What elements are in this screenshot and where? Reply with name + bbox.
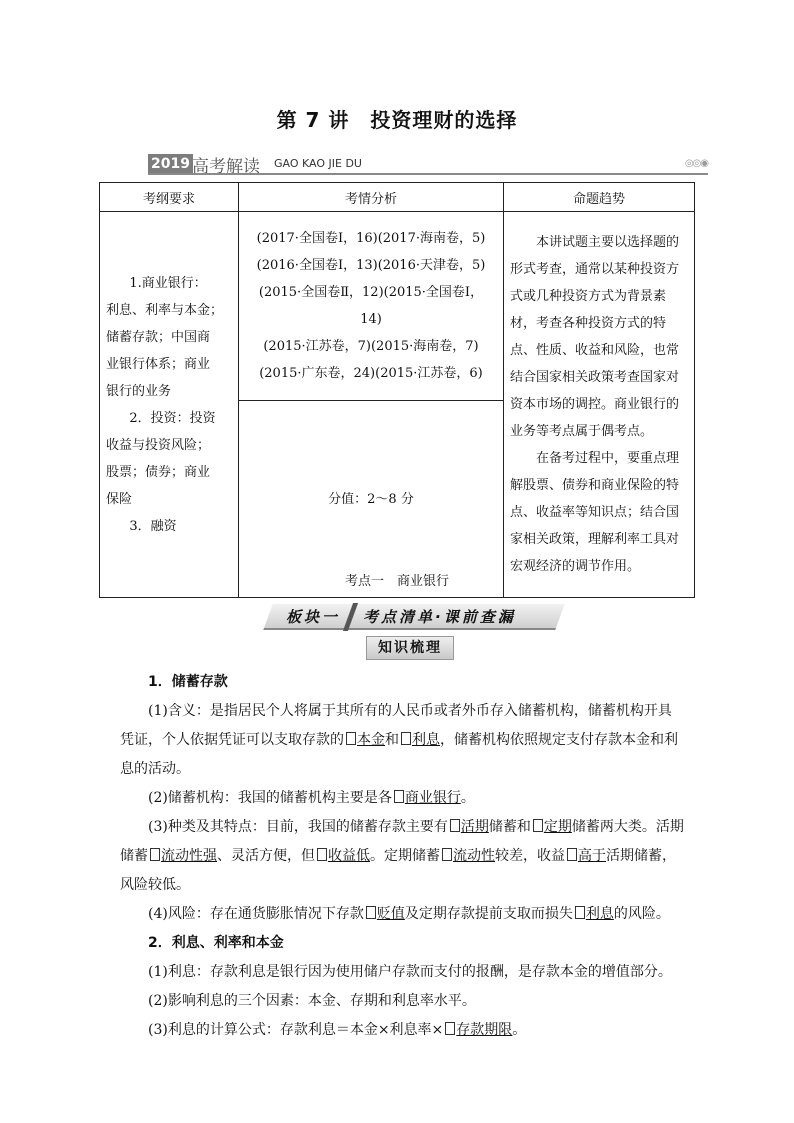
analysis-line: (2016·全国卷Ⅰ，13)(2016·天津卷，5) xyxy=(256,258,486,273)
subsection-title: 2．利息、利率和本金 xyxy=(148,935,284,951)
header-analysis: 考情分析 xyxy=(239,183,504,212)
blank-box-icon xyxy=(346,732,356,745)
answer-blank: 贬值 xyxy=(376,906,405,922)
req-line: 银行的业务 xyxy=(106,383,172,399)
banner-year: 2019 xyxy=(148,154,193,174)
subsection-title: 1．储蓄存款 xyxy=(148,674,228,690)
blank-box-icon xyxy=(450,819,460,832)
requirements-cell xyxy=(100,212,239,598)
req-line: 1.商业银行： xyxy=(129,275,207,291)
block-label: 板块一 xyxy=(286,608,341,626)
analysis-line: (2017·全国卷Ⅰ，16)(2017·海南卷，5) xyxy=(256,231,486,246)
analysis-line: (2015·广东卷，24)(2015·江苏卷，6) xyxy=(259,366,483,381)
answer-blank: 利息 xyxy=(412,732,440,748)
answer-blank: 本金 xyxy=(357,732,385,748)
answer-blank: 定期 xyxy=(543,819,572,835)
blank-box-icon xyxy=(150,848,160,861)
exam-outline-table xyxy=(99,182,695,598)
analysis-line: (2015·全国卷Ⅱ，12)(2015·全国卷Ⅰ， xyxy=(258,285,484,300)
paragraph: (1)含义：是指居民个人将属于其所有的人民币或者外币存入储蓄机构，储蓄机构开具凭证，个人依据凭证可以支取存款的 本金和 利息，储蓄机构依照规定支付存款本金和利息的活动。 xyxy=(120,703,678,777)
page-title: 第 7 讲 投资理财的选择 xyxy=(276,108,518,132)
req-line: 储蓄存款；中国商 xyxy=(106,329,211,345)
paragraph: (4)风险：存在通货膨胀情况下存款 贬值及定期存款提前支取而损失 利息的风险。 xyxy=(148,906,670,922)
block-banner xyxy=(268,604,560,628)
knowledge-tag: 知识梳理 xyxy=(366,636,454,660)
header-trend: 命题趋势 xyxy=(504,183,695,212)
blank-box-icon xyxy=(442,848,452,861)
req-line: 2．投资：投资 xyxy=(129,410,216,426)
blank-box-icon xyxy=(317,848,327,861)
trend-cell xyxy=(504,212,695,598)
section-heading: 考点一 商业银行 xyxy=(344,574,449,589)
req-line: 3．融资 xyxy=(129,518,177,534)
answer-blank: 活期 xyxy=(460,819,489,835)
answer-blank: 高于 xyxy=(578,848,606,864)
blank-box-icon xyxy=(567,848,577,861)
blank-box-icon xyxy=(533,819,543,832)
blank-box-icon xyxy=(366,906,376,919)
blank-box-icon xyxy=(575,906,585,919)
banner-subtitle: GAO KAO JIE DU xyxy=(274,157,362,170)
req-line: 保险 xyxy=(106,491,133,507)
banner-title: 高考解读 xyxy=(192,157,260,177)
knowledge-content xyxy=(120,668,684,1045)
block-title: 考点清单·课前查漏 xyxy=(363,608,516,626)
req-line: 业银行体系；商业 xyxy=(106,356,211,372)
answer-blank: 收益低 xyxy=(328,848,370,864)
blank-box-icon xyxy=(401,732,411,745)
paragraph: (1)利息：存款利息是银行因为使用储户存款而支付的报酬，是存款本金的增值部分。 xyxy=(148,964,672,980)
header-requirements: 考纲要求 xyxy=(100,183,239,212)
banner-rule xyxy=(148,173,708,175)
blank-box-icon xyxy=(445,1022,455,1035)
paragraph: (2)影响利息的三个因素：本金、存期和利息率水平。 xyxy=(148,993,476,1009)
answer-blank: 存款期限 xyxy=(456,1022,513,1038)
paragraph: (3)利息的计算公式：存款利息＝本金×利息率× 存款期限。 xyxy=(148,1022,527,1038)
answer-blank: 商业银行 xyxy=(404,790,461,806)
score-cell: 分值：2～8 分 xyxy=(239,401,504,598)
trend-paragraph: 在备考过程中，要重点理解股票、债券和商业保险的特点、收益率等知识点；结合国家相关政策，理解利率工具对宏观经济的调节作用。 xyxy=(510,451,680,574)
answer-blank: 流动性 xyxy=(453,848,495,864)
blank-box-icon xyxy=(394,790,404,803)
analysis-line: 14) xyxy=(360,312,382,327)
answer-blank: 利息 xyxy=(585,906,614,922)
req-line: 利息、利率与本金； xyxy=(106,302,224,318)
trend-paragraph: 本讲试题主要以选择题的形式考查，通常以某种投资方式或几种投资方式为背景素材，考查各种投资方式的特点、性质、收益和风险，也常结合国家相关政策考查国家对资本市场的调控。商业银行的业务等考点属于偶考点。 xyxy=(510,235,680,439)
answer-blank: 流动性强 xyxy=(161,848,217,864)
analysis-cell xyxy=(239,212,504,401)
analysis-line: (2015·江苏卷，7)(2015·海南卷，7) xyxy=(263,339,479,354)
decor-dots-icon: ◎◎◉ xyxy=(684,158,708,169)
req-line: 股票；债券；商业 xyxy=(106,464,211,480)
paragraph: (3)种类及其特点：目前，我国的储蓄存款主要有 活期储蓄和 定期储蓄两大类。活期储蓄 流动性强、灵活方便，但 收益低。定期储蓄 流动性较差，收益 高于活期储蓄，风险较低。 xyxy=(120,819,684,893)
gaokao-banner xyxy=(148,153,708,175)
req-line: 收益与投资风险； xyxy=(106,437,211,453)
paragraph: (2)储蓄机构：我国的储蓄机构主要是各 商业银行。 xyxy=(148,790,475,806)
